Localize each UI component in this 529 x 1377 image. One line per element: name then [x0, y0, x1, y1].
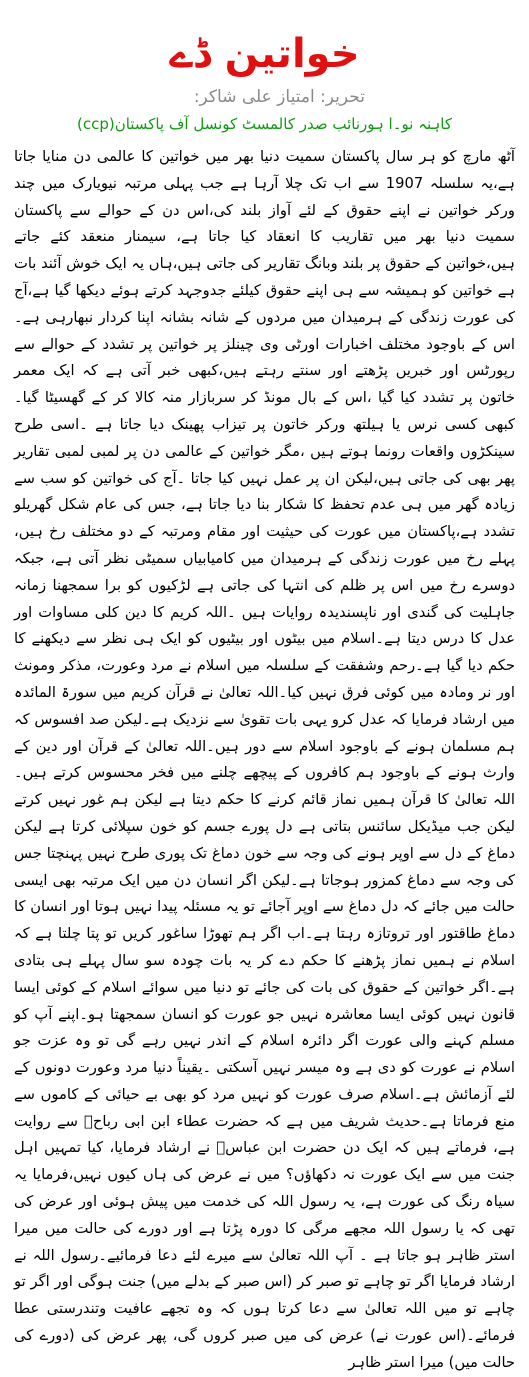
article-body: آٹھ مارچ کو ہر سال پاکستان سمیت دنیا بھر میں خواتین کا عالمی دن منایا جاتا ہے،یہ سلسلہ 1907 سے اب تک چلا آرہا ہے جب پہلی مرتبہ نیویارک میں چند ورکر خواتین نے اپنے حقوق کے لئے آواز بلند کی،اس دن کے حوالے سے پاکستان سمیت دنیا بھر میں تقاریب کا انعقاد کیا جاتا ہے، سیمنار منعقد کئے جاتے ہیں،خواتین کے حقوق پر بلند وبانگ تقاریر کی جاتی ہیں،ہاں یہ ایک خوش آئند بات ہے خواتین کو ہمیشہ سے ہی اپنے حقوق کیلئے جدوجہد کرتے ہوئے دیکھا گیا ہے،آج کی عورت زندگی کے ہرمیدان میں مردوں کے شانہ بشانہ اپنا کردار نبھارہی ہے۔اس کے باوجود مختلف اخبارات اورٹی وی چینلز پر خواتین پر تشدد کے حوالے سے رپورٹس اور خبریں پڑھتے اور سنتے رہتے ہیں،کبھی خبر آتی ہے کہ ایک معمر خاتون پر تشدد کیا گیا ،اس کے بال مونڈ کر سربازار منہ کالا کر کے گھسیٹا گیا۔کبھی کسی نرس یا ہیلتھ ورکر خاتون پر تیزاب پھینک دیا جاتا ہے ۔اسی طرح سینکڑوں واقعات رونما ہوتے ہیں ،مگر خواتین کے عالمی دن پر لمبی لمبی تقاریر پھر بھی کی جاتی ہیں،لیکن ان پر عمل نہیں کیا جاتا ۔آج کی خواتین کو سب سے زیادہ گھر میں ہی عدم تحفظ کا شکار بنا دیا جاتا ہے، جس کی عام شکل گھریلو تشدد ہے،پاکستان میں عورت کی حیثیت اور مقام ومرتبہ کے دو مختلف رخ ہیں، پہلے رخ میں عورت زندگی کے ہرمیدان میں کامیابیاں سمیٹی نظر آتی ہے، جبکہ دوسرے رخ میں اس پر ظلم کی انتہا کی جاتی ہے لڑکیوں کو برا سمجھنا زمانہ جاہلیت کی گندی اور ناپسندیدہ روایات ہیں ۔اللہ کریم کا دین کلی مساوات اور عدل کا درس دیتا ہے۔اسلام میں بیٹوں اور بیٹیوں کو ایک ہی نظر سے دیکھنے کا حکم دیا گیا ہے۔رحم وشفقت کے سلسلہ میں اسلام نے مرد وعورت، مذکر ومونث اور نر ومادہ میں کوئی فرق نہیں کیا۔اللہ تعالیٰ نے قرآن کریم میں سورۃ المائدہ میں ارشاد فرمایا کہ عدل کرو یہی بات تقویٰ سے نزدیک ہے۔لیکن صد افسوس کہ ہم مسلمان ہونے کے باوجود اسلام سے دور ہیں۔اللہ تعالیٰ کے قرآن اور دین کے وارث ہونے کے باوجود ہم کافروں کے پیچھے چلنے میں فخر محسوس کرتے ہیں۔اللہ تعالیٰ کا قرآن ہمیں نماز قائم کرنے کا حکم دیتا ہے لیکن ہم غور نہیں کرتے لیکن جب میڈیکل سائنس بتاتی ہے دل پورے جسم کو خون سپلائی کرتا ہے لیکن دماغ کے دل سے اوپر ہونے کی وجہ سے خون دماغ تک پوری طرح نہیں پہنچتا جس کی وجہ سے دماغ کمزور ہوجاتا ہے۔لیکن اگر انسان دن میں ایک مرتبہ بھی ایسی حالت میں جائے کہ دل دماغ سے اوپر آجائے تو یہ مسئلہ پیدا نہیں ہوتا اور انسان کا دماغ طاقتور اور تروتازہ رہتا ہے۔اب اگر ہم تھوڑا ساغور کریں تو پتا چلتا ہے کہ اسلام نے ہمیں نماز پڑھنے کا حکم دے کر یہ بات چودہ سو سال پہلے ہی بتادی ہے۔اگر خواتین کے حقوق کی بات کی جائے تو دنیا میں سوائے اسلام کے کوئی ایسا قانون نہیں کوئی ایسا معاشرہ نہیں جو عورت کو انسان سمجھتا ہو۔اپنے آپ کو مسلم کہنے والی عورت اگر دائرہ اسلام کے اندر نہیں رہے گی تو وہ عزت جو اسلام نے عورت کو دی ہے وہ میسر نہیں آسکتی ۔یقیناً دنیا مرد وعورت دونوں کے لئے آزمائش ہے۔اسلام صرف عورت کو نہیں مرد کو بھی بے حیائی کے کاموں سے منع فرماتا ہے۔حدیث شریف میں ہے کہ حضرت عطاء ابن ابی رباحؒ سے روایت ہے، فرماتے ہیں کہ ایک دن حضرت ابن عباسؓ نے ارشاد فرمایا، کیا تمہیں اہل جنت میں سے ایک عورت نہ دکھاؤں؟ میں نے عرض کی ہاں کیوں نہیں،فرمایا یہ سیاہ رنگ کی عورت ہے، یہ رسول اللہ کی خدمت میں پیش ہوئی اور عرض کی تھی کہ یا رسول اللہ مجھے مرگی کا دورہ پڑتا ہے اور دورے کی حالت میں میرا استر ظاہر ہو جاتا ہے ۔ آپ اللہ تعالیٰ سے میرے لئے دعا فرمائیے۔رسول اللہ نے ارشاد فرمایا اگر تو چاہے تو صبر کر (اس صبر کے بدلے میں) جنت ہوگی اور اگر تو چاہے تو میں اللہ تعالیٰ سے دعا کرتا ہوں کہ وہ تجھے عافیت وتندرستی عطا فرمائے۔(اس عورت نے) عرض کی میں صبر کروں گی، پھر عرض کی (دورے کی حالت میں) میرا استر ظاہر — [14, 148, 515, 1371]
article-title: خواتین ڈے — [169, 31, 360, 77]
author-affiliation: کاہنہ نو۔ا ہورنائب صدر کالمسٹ کونسل آف پاکستان(ccp) — [76, 115, 453, 133]
author-byline: تحریر: امتیاز علی شاکر: — [193, 87, 365, 107]
